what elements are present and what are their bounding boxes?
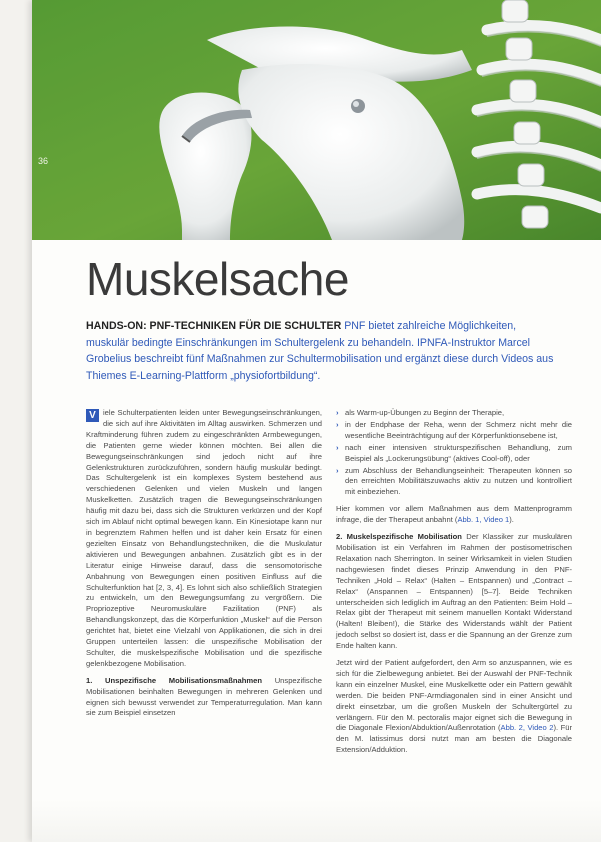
bullet-list (336, 408, 572, 498)
section1-heading: 1. Unspezifische Mobilisationsmaßnahmen (86, 675, 263, 685)
after-bullets-text: Hier kommen vor allem Maßnahmen aus dem Mattenprogramm infrage, die der Therapeut anbahnt ( (336, 504, 572, 525)
after-bullets-paragraph (336, 504, 572, 526)
bullet-item: › als Warm-up-Übungen zu Beginn der Therapie, (336, 408, 572, 419)
figure-reference-2[interactable]: Abb. 2, Video 2 (500, 723, 554, 733)
intro-paragraph (86, 408, 322, 670)
bullet-item: › nach einer intensiven strukturspezifischen Behandlung, zum Beispiel als „Lockerungsübung“ (aktives Cool-off), oder (336, 443, 572, 465)
article-title: Muskelsache (86, 253, 349, 305)
lead-text: PNF bietet zahlreiche Möglichkeiten, muskulär bedingte Einschränkungen im Schultergelenk zu behandeln. IPNFA-Instruktor Marcel Grobelius beschreibt fünf Maßnahmen zur Schultermobilisation und ergänzt diese durch Videos aus Thiemes E-Learning-Plattform „physiofortbildung“. (86, 320, 554, 382)
skeleton-shoulder-photo (32, 0, 601, 240)
section2-heading: 2. Muskelspezifische Mobilisation (336, 532, 462, 542)
section1-paragraph (86, 676, 322, 720)
intro-text: iele Schulterpatienten leiden unter Bewegungseinschränkungen, die sich auf ihre Aktivitäten im Alltag auswirken. Schmerzen und Kraftminderung führen zudem zu eingeschränkten Armbewegungen, die Patienten gerne wieder können möchten. Bei allen die Bewegungseinschränkungen sind jedoch nicht auf ihre Gelenkstrukturen zurückzuführen, sondern häufig muskulär bedingt. Das Schultergelenk ist ein komplexes System bestehend aus verschiedenen Gelenken und vielen Muskeln und langen Muskelketten. Zusätzlich tragen die Bewegungseinschränkungen häufig mit dazu bei, dass sich die Strukturen verkürzen und der Kopf sich im Ablauf nicht optimal bewegen kann. Ein Kinesiotape kann nur in begrenztem Rahmen helfen und ist daher kein Ersatz für einen gezielten Einsatz von Behandlungstechniken, die die Muskulatur aktivieren und Bewegungen anbahnen. Zusätzlich gibt es in der Literatur einige Hinweise darauf, dass die sensomotorische Anbahnung von Bewegungen einen positiven Einfluss auf die Schulterfunktion hat [2, 3, 4]. Es lohnt sich also schließlich Strategien zu entwickeln, um den Bewegungsumfang zu vergrößern. Die Propriozeptive Neuromuskuläre Fazilitation (PNF) als Behandlungskonzept, das die Körperfunktion „Muskel“ auf die Person gerichtet hat, bietet eine Vielzahl von Applikationen, die sich in drei Gruppen unterteilen lassen: die unspezifische Mobilisation der Schulter, die muskelspezifische Mobilisation und die spezifische gelenkbezogene Mobilisation. (86, 408, 322, 668)
section2-text: Der Klassiker zur muskulären Mobilisation ist ein Verfahren im Rahmen der postisometrischen Relaxation nach Sherrington. In seiner Wirksamkeit in vielen Studien nachgewiesen findet dieses Prinzip Anwendung in den PNF-Techniken „Hold – Relax“ (Halten – Entspannen) und „Contract – Relax“ (Anspannen – Entspannen) [5–7]. Beide Techniken unterscheiden sich lediglich im Auftrag an den Patienten: Beim Hold – Relax gibt der Therapeut mit seinem manuellen Kontakt Widerstand (Halten! Bleiben!), die Stärke des Widerstands wählt der Patient jedoch selbst so dosiert ist, dass er die Spannung an der Grenze zum Ende halten kann. (336, 532, 572, 651)
left-column (86, 408, 322, 725)
bullet-item: › in der Endphase der Reha, wenn der Schmerz nicht mehr die wesentliche Beeinträchtigung auf der Körperfunktionsebene ist, (336, 420, 572, 442)
dropcap: V (86, 409, 99, 422)
after-bullets-end: ). (509, 515, 514, 525)
section2-end: ). Für den M. latissimus dorsi nutzt man am besten die Diagonale Extension/Adduktion. (336, 723, 573, 755)
figure-reference-1[interactable]: Abb. 1, Video 1 (457, 515, 510, 525)
page-bottom-shade (32, 800, 601, 842)
right-column (336, 408, 572, 762)
magazine-page (32, 0, 601, 842)
page-number: 36 (38, 156, 49, 166)
article-lead (86, 318, 556, 384)
section1-text: Unspezifische Mobilisationen beinhalten Bewegungen in mehreren Gelenken und eignen sich bewusst verwendet zur Temperaturregulation. Man kann sie zum Beispiel einsetzen (86, 675, 322, 718)
lead-kicker: HANDS-ON: PNF-TECHNIKEN FÜR DIE SCHULTER (86, 320, 342, 332)
section2-text-2: Jetzt wird der Patient aufgefordert, den Arm so anzuspannen, wie es sich für die Zielbewegung anbietet. Bei der Auswahl der PNF-Technik kann ein einzelner Muskel, eine Muskelkette oder ein Pattern gewählt werden. Die beiden PNF-Armdiagonalen sind in einer Ansicht und direkt einsetzbar, um die großen Muskeln der Schultergürtel zu verlängern. Für den M. pectoralis major eignet sich die Bewegung in die Diagonale Flexion/Abduktion/Außenrotation ( (336, 658, 572, 733)
section2-paragraph (336, 532, 572, 652)
bullet-item: › zum Abschluss der Behandlungseinheit: Therapeuten können so den erreichten Mobilitätszuwachs aktiv zu nutzen und kontrolliert mit einbeziehen. (336, 466, 572, 499)
hero-image (32, 0, 601, 240)
section2-paragraph-2 (336, 658, 572, 756)
